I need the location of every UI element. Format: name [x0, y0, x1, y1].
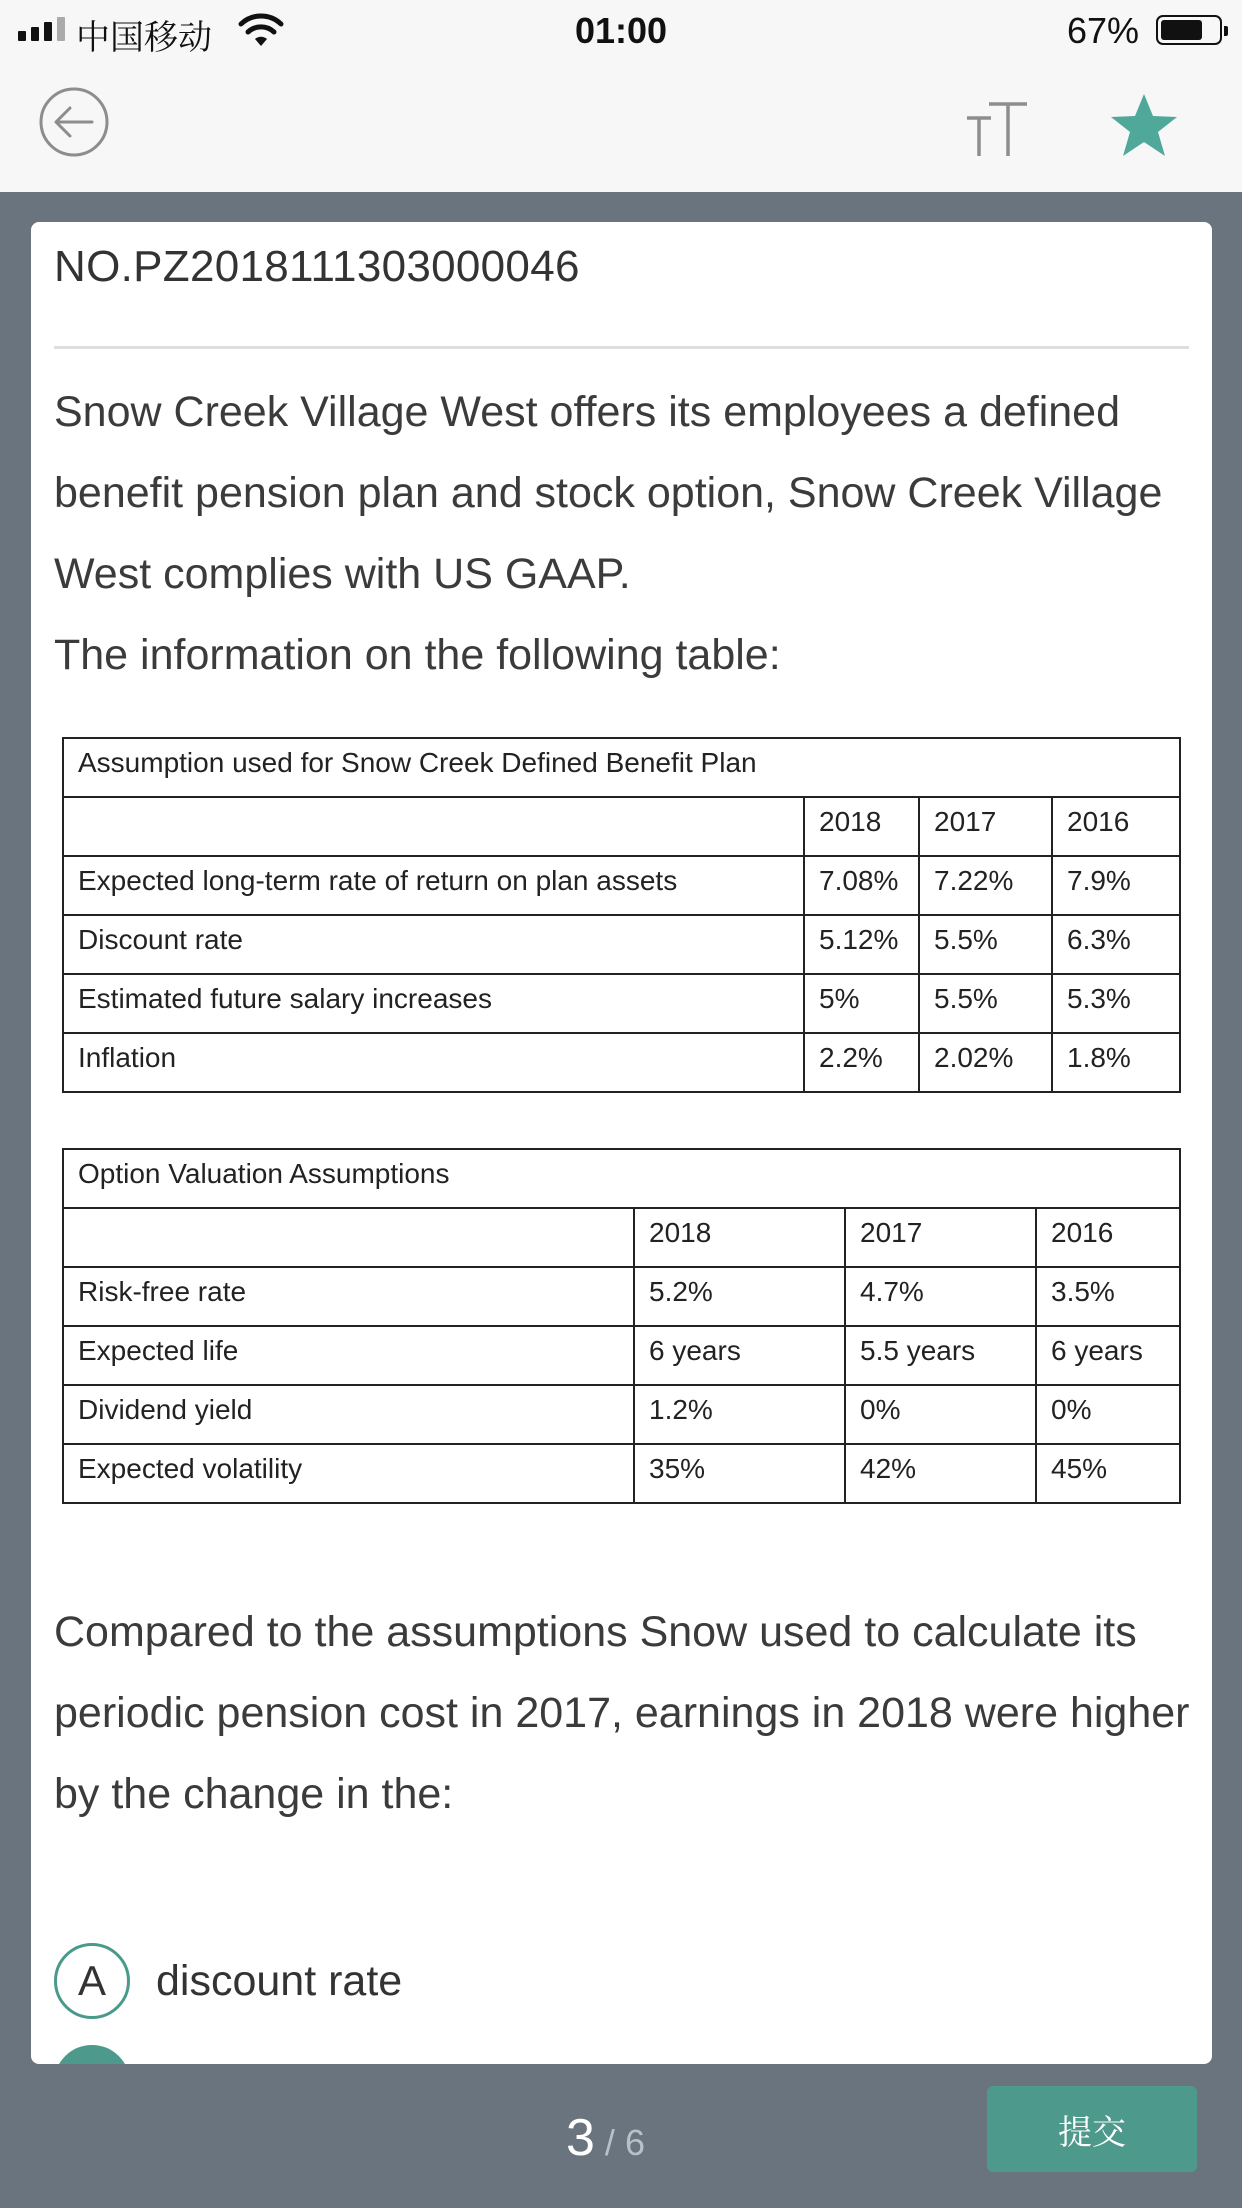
submit-button[interactable]: 提交 [987, 2086, 1197, 2172]
table-cell: Expected life [63, 1326, 634, 1385]
table-cell: 7.9% [1052, 856, 1180, 915]
table-cell: 1.8% [1052, 1033, 1180, 1092]
page-indicator [566, 2108, 645, 2168]
table-cell: 0% [845, 1385, 1036, 1444]
table-row [63, 1385, 1180, 1444]
table-row [63, 1444, 1180, 1503]
table-cell: 5.5% [919, 974, 1052, 1033]
table-cell: Estimated future salary increases [63, 974, 804, 1033]
star-icon[interactable] [1108, 90, 1180, 162]
table-cell: 45% [1036, 1444, 1180, 1503]
table-cell: Inflation [63, 1033, 804, 1092]
option-a[interactable] [54, 1940, 402, 2022]
current-page: 3 [566, 2109, 595, 2167]
table-title: Assumption used for Snow Creek Defined Benefit Plan [63, 738, 1180, 797]
battery-icon [1156, 15, 1222, 45]
option-b[interactable] [54, 2042, 402, 2064]
table-header-row [63, 1208, 1180, 1267]
table-header-cell [63, 797, 804, 856]
table-cell: 7.08% [804, 856, 919, 915]
option-text[interactable]: discount rate [156, 1956, 403, 2005]
question-stem-part1: Snow Creek Village West offers its employees a defined benefit pension plan and stock option, Snow Creek Village West complies with US GAAP. [54, 388, 1163, 598]
option-valuation-table [62, 1148, 1181, 1504]
table-row [63, 1326, 1180, 1385]
status-time: 01:00 [574, 10, 668, 51]
pension-assumptions-table [62, 737, 1181, 1093]
table-header-cell: 2016 [1036, 1208, 1180, 1267]
table-cell: 3.5% [1036, 1267, 1180, 1326]
bottom-bar [0, 2064, 1242, 2208]
table-cell: 35% [634, 1444, 845, 1503]
table-row [63, 1267, 1180, 1326]
table-cell: Expected volatility [63, 1444, 634, 1503]
table-cell: 5.3% [1052, 974, 1180, 1033]
total-pages: 6 [624, 2122, 645, 2163]
table-cell: 6 years [1036, 1326, 1180, 1385]
table-cell: 1.2% [634, 1385, 845, 1444]
question-stem [54, 372, 1204, 696]
table-row [63, 1033, 1180, 1092]
table-title: Option Valuation Assumptions [63, 1149, 1180, 1208]
table-cell: Discount rate [63, 915, 804, 974]
table-header-row [63, 797, 1180, 856]
table-cell: 5.5 years [845, 1326, 1036, 1385]
question-prompt: Compared to the assumptions Snow used to calculate its periodic pension cost in 2017, earnings in 2018 were higher by the change in the: [54, 1608, 1190, 1818]
question-id: NO.PZ2018111303000046 [54, 242, 580, 291]
font-size-icon[interactable] [965, 98, 1029, 162]
table-cell: Expected long-term rate of return on plan assets [63, 856, 804, 915]
table-cell: 5.5% [919, 915, 1052, 974]
table-row [63, 974, 1180, 1033]
table-row [63, 856, 1180, 915]
table-cell: 5.2% [634, 1267, 845, 1326]
table-header-cell: 2017 [919, 797, 1052, 856]
carrier-name: 中国移动 [76, 18, 212, 58]
table-header-cell [63, 1208, 634, 1267]
option-letter-circle[interactable] [54, 2045, 130, 2064]
divider [54, 346, 1189, 349]
back-arrow-circle-icon[interactable] [38, 86, 110, 158]
table-cell: 5.12% [804, 915, 919, 974]
table-header-cell: 2018 [804, 797, 919, 856]
table-cell: Dividend yield [63, 1385, 634, 1444]
nav-bar [0, 62, 1242, 192]
table-header-cell: 2016 [1052, 797, 1180, 856]
table-row [63, 915, 1180, 974]
table-cell: 6.3% [1052, 915, 1180, 974]
table-cell: 0% [1036, 1385, 1180, 1444]
table-cell: 6 years [634, 1326, 845, 1385]
table-cell: 42% [845, 1444, 1036, 1503]
table-cell: 5% [804, 974, 919, 1033]
question-card [31, 222, 1212, 2064]
status-bar [0, 0, 1242, 62]
table-cell: 4.7% [845, 1267, 1036, 1326]
table-cell: 2.2% [804, 1033, 919, 1092]
table-cell: 2.02% [919, 1033, 1052, 1092]
table-cell: Risk-free rate [63, 1267, 634, 1326]
battery-percentage: 67% [1066, 10, 1139, 51]
table-cell: 7.22% [919, 856, 1052, 915]
question-stem-part2: The information on the following table: [54, 631, 781, 679]
table-header-cell: 2017 [845, 1208, 1036, 1267]
table-header-cell: 2018 [634, 1208, 845, 1267]
answer-options [54, 1940, 402, 2064]
page-separator: / [604, 2122, 615, 2163]
option-letter[interactable]: A [54, 1943, 130, 2019]
